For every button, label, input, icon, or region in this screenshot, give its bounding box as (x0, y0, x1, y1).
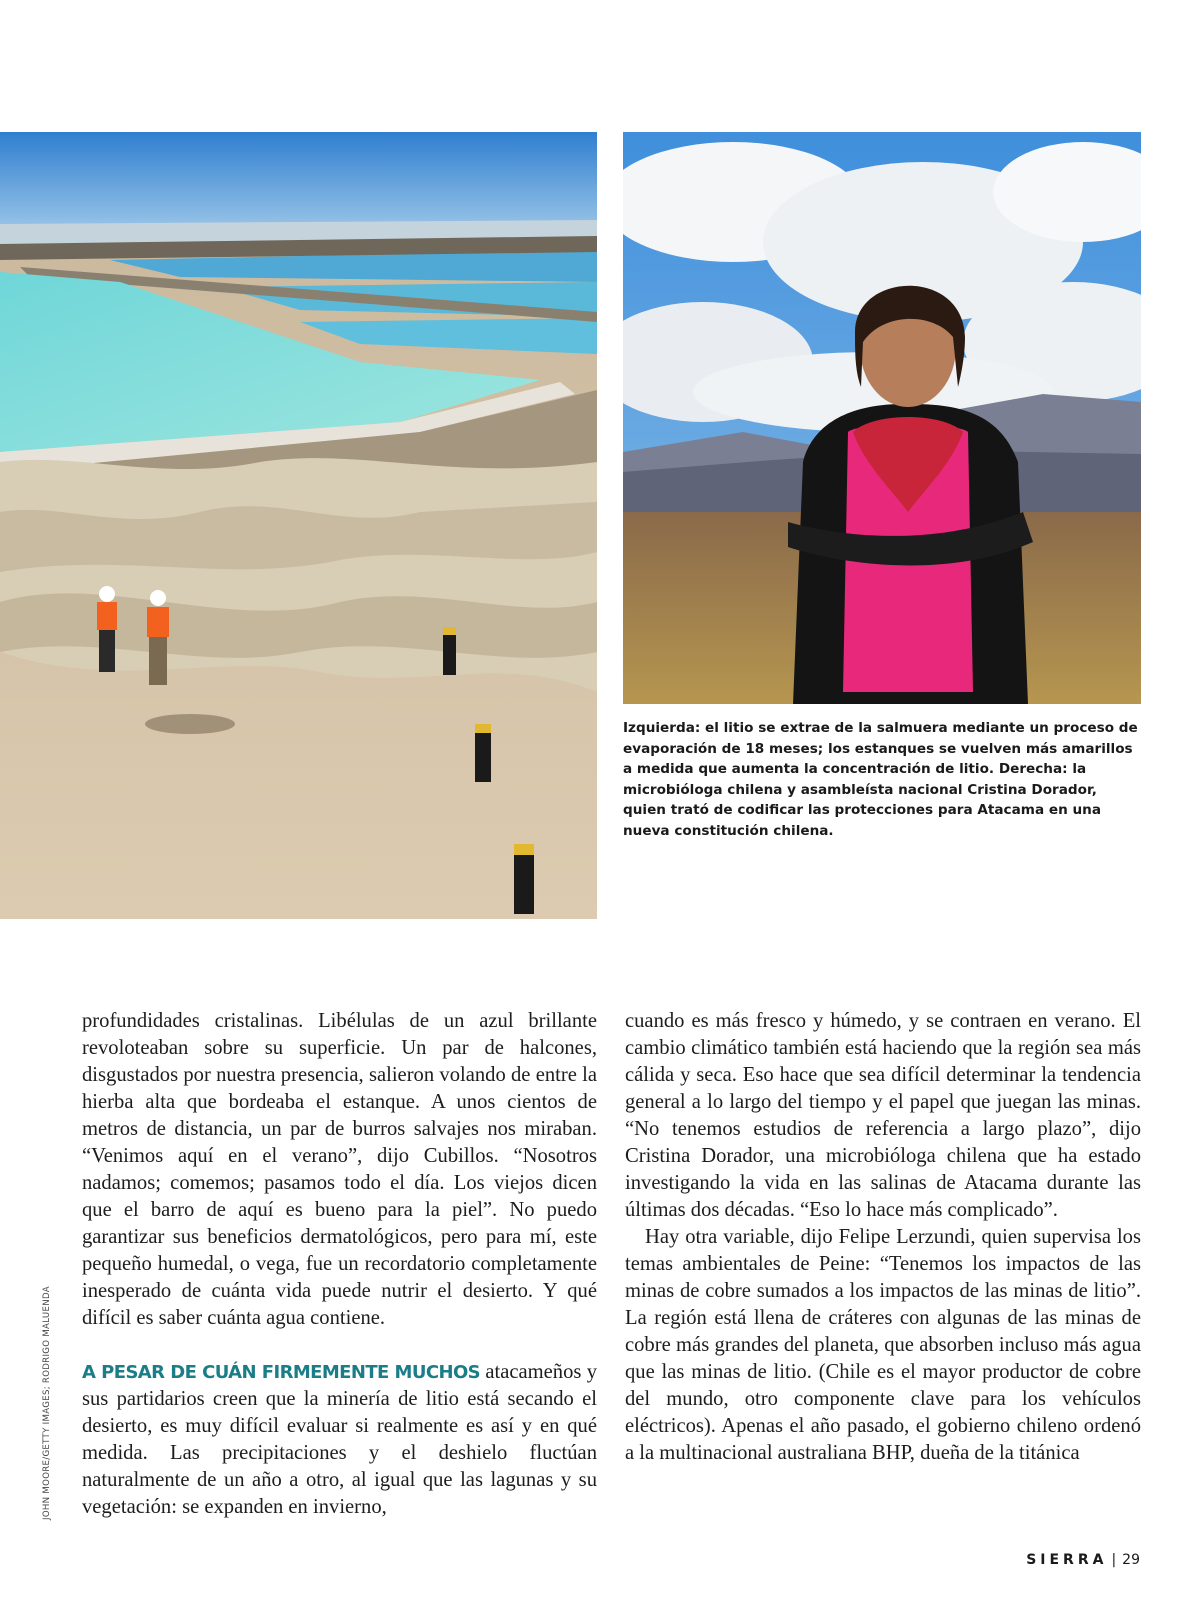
body-column-right (625, 1008, 1141, 1467)
portrait-illustration (623, 132, 1141, 704)
salt-ponds-illustration (0, 132, 597, 919)
magazine-name: SIERRA (1026, 1552, 1108, 1568)
body-paragraph (82, 1359, 597, 1521)
body-column-left (82, 1008, 597, 1521)
folio-separator: | (1111, 1552, 1117, 1568)
body-paragraph: Hay otra variable, dijo Felipe Lerzundi, quien supervisa los temas ambientales de Peine: “Tenemos los impactos de las minas de cobre sumados a los impactos de las minas de litio”. La región está llena de cráteres con algunas de las minas de cobre más grandes del planeta, que absorben incluso más agua que las minas de litio. (Chile es el mayor productor de cobre del mundo, otro componente clave para los vehículos eléctricos). Apenas el año pasado, el gobierno chileno ordenó a la multinacional australiana BHP, dueña de la titánica (625, 1226, 1141, 1464)
photo-credit: JOHN MOORE/GETTY IMAGES; RODRIGO MALUENDA (42, 1286, 52, 1520)
salt-ponds-photo (0, 132, 597, 919)
page-folio (1026, 1552, 1140, 1568)
photo-caption: Izquierda: el litio se extrae de la salmuera mediante un proceso de evaporación de 18 meses; los estanques se vuelven más amarillos a medida que aumenta la concentración de litio. Derecha: la microbióloga chilena y asambleísta nacional Cristina Dorador, quien trató de codificar las protecciones para Atacama en una nueva constitución chilena. (623, 720, 1138, 839)
page-number: 29 (1122, 1552, 1140, 1568)
body-paragraph-text: atacameños y sus partidarios creen que la minería de litio está secando el desierto, es muy difícil evaluar si realmente es así y en qué medida. Las precipitaciones y el deshielo fluctúan naturalmente de un año a otro, al igual que las lagunas y su vegetación: se expanden en invierno, (82, 1361, 597, 1518)
body-paragraph: profundidades cristalinas. Libélulas de un azul brillante revoloteaban sobre su superficie. Un par de halcones, disgustados por nuestra presencia, salieron volando de entre la hierba alta que bordeaba el estanque. A unos cientos de metros de distancia, un par de burros salvajes nos miraban. “Venimos aquí en el verano”, dijo Cubillos. “Nosotros nadamos; comemos; pasamos todo el día. Los viejos dicen que el barro de aquí es bueno para la piel”. No puedo garantizar sus beneficios dermatológicos, pero para mí, este pequeño humedal, o vega, fue un recordatorio completamente inesperado de cuánta vida puede nutrir el desierto. Y qué difícil es saber cuánta agua contiene. (82, 1010, 597, 1329)
section-lead-in: A PESAR DE CUÁN FIRMEMENTE MUCHOS (82, 1362, 481, 1383)
portrait-photo (623, 132, 1141, 704)
body-paragraph: cuando es más fresco y húmedo, y se contraen en verano. El cambio climático también está haciendo que la región sea más cálida y seca. Eso hace que sea difícil determinar la tendencia general a lo largo del tiempo y el papel que juegan las minas. “No tenemos estudios de referencia a largo plazo”, dijo Cristina Dorador, una microbióloga chilena que ha estado investigando la vida en las salinas de Atacama durante las últimas dos décadas. “Eso lo hace más complicado”. (625, 1010, 1141, 1221)
